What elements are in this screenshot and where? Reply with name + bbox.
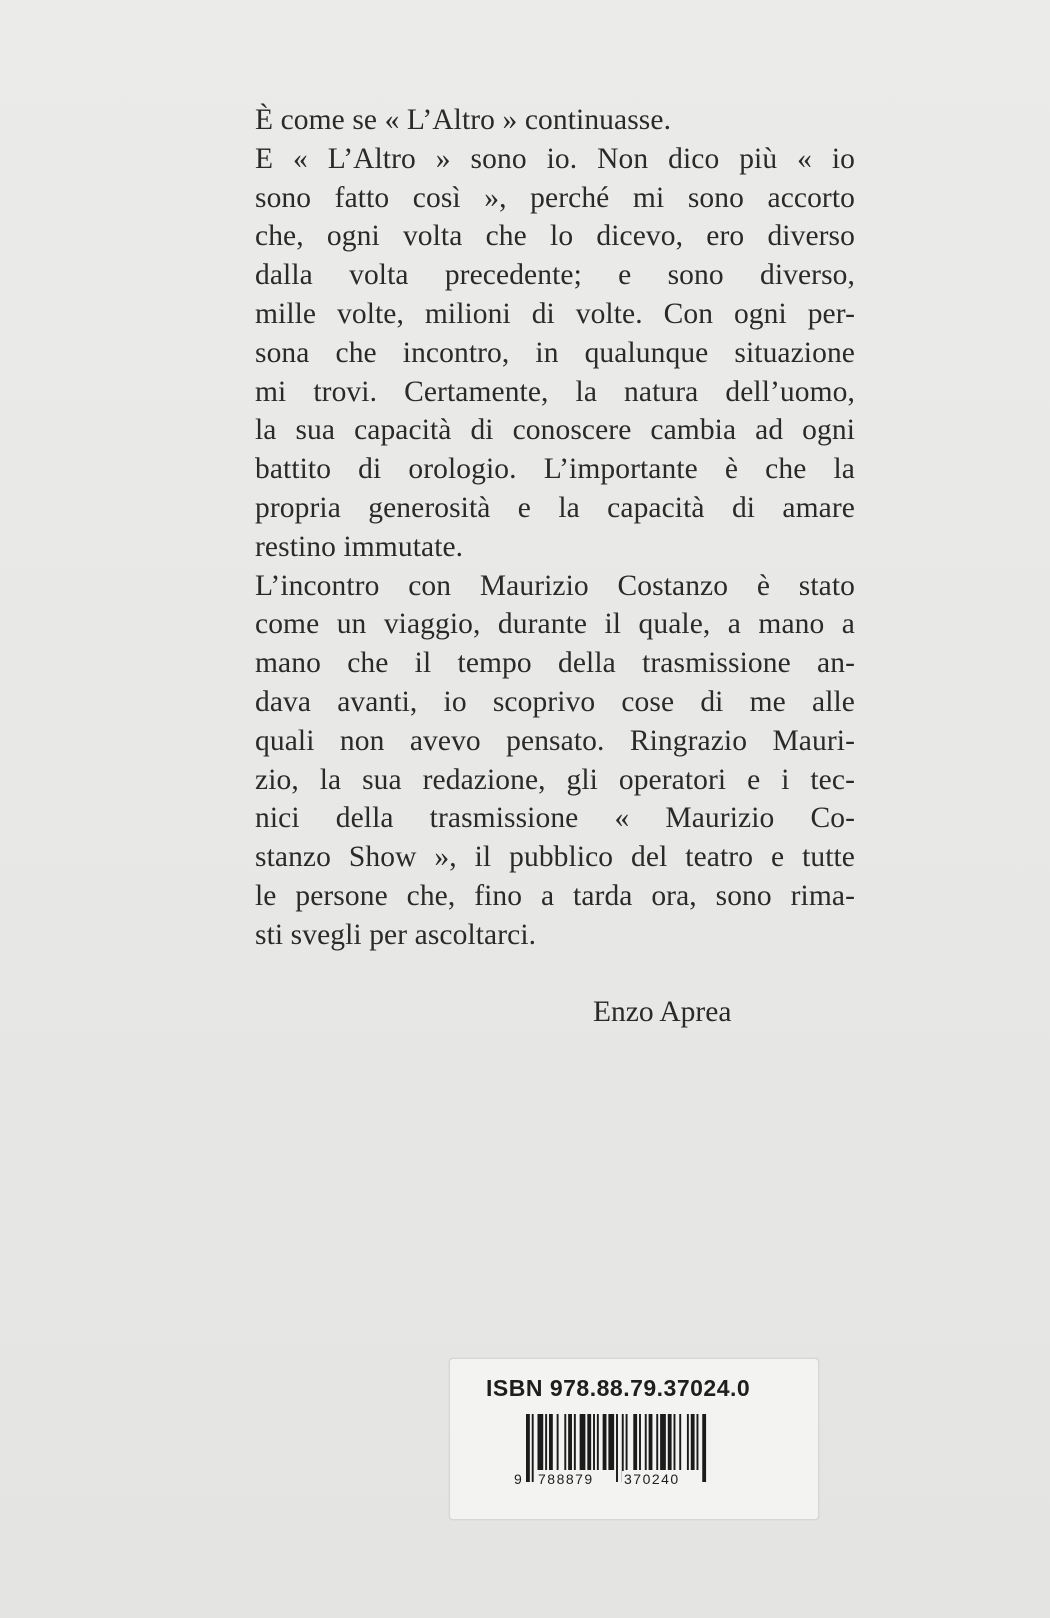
isbn-sticker [449,1358,819,1520]
barcode-digit-lead: 9 [514,1471,524,1487]
author-signature: Enzo Aprea [593,996,732,1028]
barcode-digits-right: 370240 [624,1471,680,1487]
text-line: propria generosità e la capacità di amare [255,491,855,524]
text-line: stanzo Show », il pubblico del teatro e tutte [255,841,855,874]
text-line: quali non avevo pensato. Ringrazio Mauri- [255,724,855,757]
text-line: dava avanti, io scoprivo cose di me alle [255,685,855,718]
text-line: la sua capacità di conoscere cambia ad ogni [255,414,855,447]
text-line: come un viaggio, durante il quale, a mano a [255,608,855,641]
text-line: zio, la sua redazione, gli operatori e i tec- [255,763,855,796]
back-cover-text [255,101,855,955]
isbn-label: ISBN 978.88.79.37024.0 [486,1375,751,1401]
text-line: nici della trasmissione « Maurizio Co- [255,802,855,835]
text-line: sona che incontro, in qualunque situazione [255,336,855,369]
barcode-digits-left: 788879 [538,1471,594,1487]
text-line: E « L’Altro » sono io. Non dico più « io [255,142,855,175]
text-line: restino immutate. [255,530,464,563]
text-line: che, ogni volta che lo dicevo, ero diverso [255,220,855,253]
text-line: mi trovi. Certamente, la natura dell’uomo, [255,375,855,408]
text-line: L’incontro con Maurizio Costanzo è stato [255,569,855,602]
text-line: sti svegli per ascoltarci. [255,918,537,951]
text-line: È come se « L’Altro » continuasse. [255,104,672,136]
text-line: battito di orologio. L’importante è che la [255,453,855,486]
text-line: mano che il tempo della trasmissione an- [255,647,855,680]
text-line: sono fatto così », perché mi sono accorto [255,181,855,214]
text-line: dalla volta precedente; e sono diverso, [255,259,855,292]
text-line: mille volte, milioni di volte. Con ogni per- [255,297,855,330]
text-line: le persone che, fino a tarda ora, sono rima- [255,879,855,912]
